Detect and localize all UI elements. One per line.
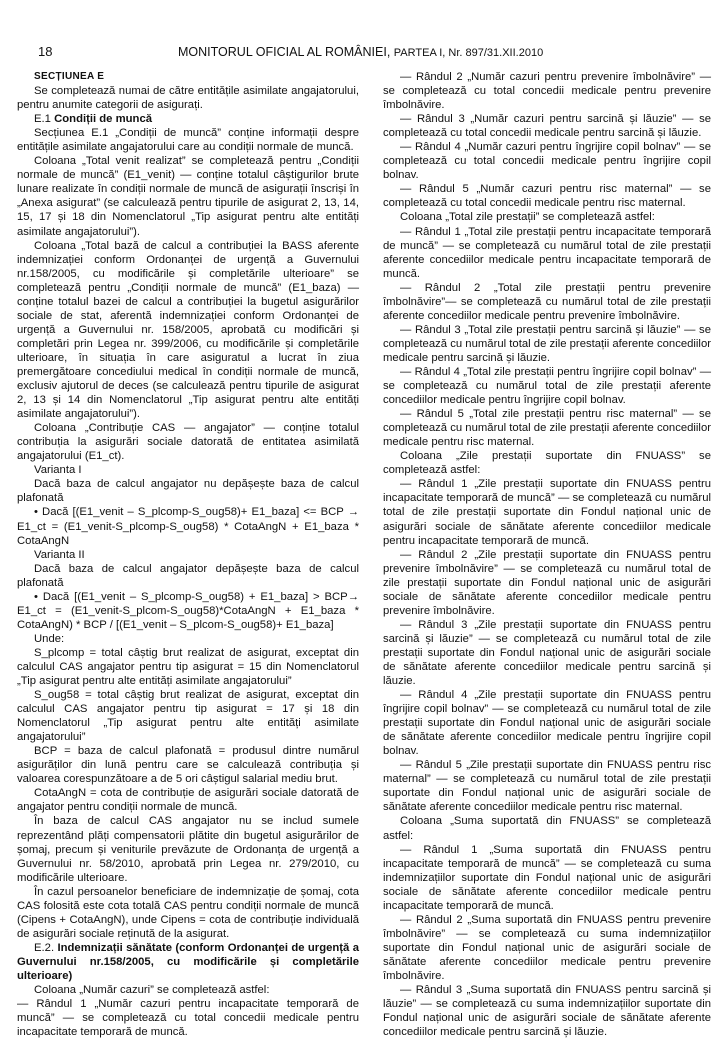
list-item: — Rândul 3 „Total zile prestații pentru sarcină și lăuzie” — se completează cu numărul total de zile prestații aferente concediilor medicale pentru sarcină și lăuzie.	[383, 323, 711, 364]
page-number: 18	[38, 44, 53, 59]
paragraph: Dacă baza de calcul angajator nu depășește baza de calcul plafonată	[17, 478, 359, 505]
list-item: — Rândul 5 „Total zile prestații pentru risc maternal” — se completează cu numărul total de zile prestații aferente concediilor medicale pentru risc maternal.	[383, 408, 711, 449]
list-item: — Rândul 4 „Total zile prestații pentru îngrijire copil bolnav” — se completează cu numărul total de zile prestații aferente concediilor medicale pentru îngrijire copil bolnav.	[383, 365, 711, 407]
formula: • Dacă [(E1_venit – S_plcomp-S_oug58) + E1_baza] > BCP→ E1_ct = (E1_venit-S_plcom-S_oug58)*CotaAngN + E1_baza * CotaAngN) * BCP / [(E1_venit – S_plcom-S_oug58)+ E1_baza]	[17, 590, 359, 631]
list-item: — Rândul 1 „Număr cazuri pentru incapacitate temporară de muncă” — se completează cu total concedii medicale pentru incapacitate temporară de muncă.	[17, 998, 359, 1039]
list-item: — Rândul 4 „Zile prestații suportate din FNUASS pentru îngrijire copil bolnav” — se completează cu numărul total de zile prestații suportate din Fondul național unic de asigurări sociale de sănătate aferente concediilor medicale pentru îngrijire copil bolnav.	[383, 689, 711, 758]
paragraph: Coloana „Total bază de calcul a contribuției la BASS aferente indemnizației conform Ordonanței de urgență a Guvernului nr.158/2005, cu modificările și completările ulterioare” se completează pentru „Condiții normale de muncă” (E1_baza) — conține totalul bazei de calcul a contribuției la bugetul asigurărilor sociale de stat, aferentă indemnizației conform Ordonanței de urgență a Guvernului nr. 158/2005, aprobată cu modificări și completări prin Legea nr. 399/2006, cu modificările și completările ulterioare, în situația în care asiguratul a lucrat în ziua premergătoare concediului medical în condiții normale de muncă, exclusiv ajutorul de deces (se calculează pentru tipurile de asigurat 2, 13 și 14 din Nomenclatorul „Tip asigurat pentru alte entități asimilate angajatorului”).	[17, 239, 359, 421]
page-header	[0, 44, 728, 62]
paragraph: Secțiunea E.1 „Condiții de muncă” conține informații despre entitățile asimilate angajatorului care au condiții normale de muncă.	[17, 127, 359, 154]
paragraph: Coloana „Suma suportată din FNUASS” se completează astfel:	[383, 815, 711, 842]
right-column	[383, 70, 711, 1039]
definition: BCP = baza de calcul plafonată = produsul dintre numărul asigurăților din lună pentru care se calculează contribuția și valoarea corespunzătoare a de 5 ori câștigul salarial mediu brut.	[17, 745, 359, 786]
list-item: — Rândul 2 „Număr cazuri pentru prevenire îmbolnăvire” — se completează cu total concedii medicale pentru prevenire îmbolnăvire.	[383, 71, 711, 112]
list-item: — Rândul 3 „Zile prestații suportate din FNUASS pentru sarcină și lăuzie” — se completează cu numărul total de zile prestații suportate din Fondul național unic de asigurări sociale de sănătate aferente concediilor medicale pentru sarcină și lăuzie.	[383, 618, 711, 688]
paragraph: Coloana „Total zile prestații” se completează astfel:	[400, 211, 655, 224]
subsection-heading-e2	[17, 941, 359, 983]
list-item: — Rândul 1 „Zile prestații suportate din FNUASS pentru incapacitate temporară de muncă” — se completează cu numărul total de zile prestații suportate din Fondul național unic de asigurări sociale de sănătate aferente concediilor medicale pentru incapacitate temporară de muncă.	[383, 478, 711, 547]
paragraph: Se completează numai de către entitățile asimilate angajatorului, pentru anumite categorii de asigurați.	[17, 85, 359, 112]
definition: S_plcomp = total câștig brut realizat de asigurat, exceptat din calculul CAS angajator pentru tip asigurat = 15 din Nomenclatorul „Tip asigurat pentru alte entități asimilate angajatorului”	[17, 646, 359, 688]
variant-label: Varianta I	[34, 464, 82, 477]
list-item: — Rândul 5 „Număr cazuri pentru risc maternal” — se completează cu total concedii medicale pentru risc maternal.	[383, 183, 711, 210]
subsection-title: Indemnizații sănătate (conform Ordonanței de urgență a Guvernului nr.158/2005, cu modificările și completările ulterioare)	[17, 941, 359, 982]
list-item: — Rândul 3 „Suma suportată din FNUASS pentru sarcină și lăuzie” — se completează cu suma indemnizațiilor suportate din Fondul național unic de asigurări sociale de sănătate aferente concediilor medicale pentru sarcină și lăuzie.	[383, 984, 711, 1039]
where-label: Unde:	[34, 632, 65, 645]
paragraph: În baza de calcul CAS angajator nu se includ sumele reprezentând plăți compensatorii plătite din bugetul asigurărilor de șomaj, precum și veniturile prevăzute de Ordonanța de urgență a Guvernului nr. 58/2010, aprobată prin Legea nr. 279/2010, cu modificările ulterioare.	[17, 815, 359, 884]
journal-issue: PARTEA I, Nr. 897/31.XII.2010	[393, 47, 544, 59]
subsection-number: E.1	[34, 113, 55, 126]
journal-name: MONITORUL OFICIAL AL ROMÂNIEI,	[178, 45, 394, 59]
list-item: — Rândul 2 „Zile prestații suportate din FNUASS pentru prevenire îmbolnăvire” — se completează cu numărul total de zile prestații suportate din Fondul național unic de asigurări sociale de sănătate aferente concediilor medicale pentru prevenire îmbolnăvire.	[383, 548, 711, 617]
variant-label: Varianta II	[34, 548, 85, 561]
section-title: SECȚIUNEA E	[34, 71, 105, 82]
list-item: — Rândul 2 „Total zile prestații pentru prevenire îmbolnăvire”— se completează cu numărul total de zile prestații aferente concediilor medicale pentru prevenire îmbolnăvire.	[383, 281, 711, 322]
list-item: — Rândul 4 „Număr cazuri pentru îngrijire copil bolnav” — se completează cu total concedii medicale pentru îngrijire copil bolnav.	[383, 141, 711, 182]
list-item: — Rândul 2 „Suma suportată din FNUASS pentru prevenire îmbolnăvire” — se completează cu suma indemnizațiilor suportate din Fondul național unic de asigurări sociale de sănătate aferente concediilor medicale pentru prevenire îmbolnăvire.	[383, 913, 711, 982]
left-column	[17, 70, 359, 1039]
paragraph: Dacă baza de calcul angajator depășește baza de calcul plafonată	[17, 562, 359, 589]
paragraph: Coloana „Contribuție CAS — angajator” — conține totalul contribuția la asigurări sociale datorată de entitatea asimilată angajatorului (E1_ct).	[17, 422, 359, 463]
subsection-number: E.2.	[34, 941, 58, 954]
journal-title	[178, 45, 543, 59]
paragraph: În cazul persoanelor beneficiare de indemnizație de șomaj, cota CAS folosită este cota totală CAS pentru condiții normale de muncă (Cipens + CotaAngN), unde Cipens = cota de contribuție individuală de asigurări sociale reținută de la asigurat.	[17, 885, 359, 940]
list-item: — Rândul 1 „Total zile prestații pentru incapacitate temporară de muncă” — se completează cu numărul total de zile prestații aferente concediilor medicale pentru incapacitate temporară de muncă.	[383, 225, 711, 280]
formula: • Dacă [(E1_venit – S_plcomp-S_oug58)+ E1_baza] <= BCP → E1_ct = (E1_venit-S_plcomp-S_oug58) * CotaAngN + E1_baza * CotaAngN	[17, 506, 359, 547]
subsection-heading-e1	[17, 112, 359, 126]
paragraph: Coloana „Total venit realizat” se completează pentru „Condiții normale de muncă” (E1_venit) — conține totalul câștigurilor brute lunare realizate în condiții normale de muncă de asigurații înscriși în „Anexa asigurat” (se calculează pentru tipurile de asigurat 2, 13, 14, 15, 17 și 18 din Nomenclatorul „Tip asigurat pentru alte entități asimilate angajatorului”).	[17, 155, 359, 238]
list-item: — Rândul 1 „Suma suportată din FNUASS pentru incapacitate temporară de muncă” — se completează cu suma indemnizațiilor suportate din Fondul național unic de asigurări sociale de sănătate aferente concediilor medicale pentru incapacitate temporară de muncă.	[383, 843, 711, 912]
list-item: — Rândul 5 „Zile prestații suportate din FNUASS pentru risc maternal” — se completează cu numărul total de zile prestații suportate din Fondul național unic de asigurări sociale de sănătate aferente concediilor medicale pentru risc maternal.	[383, 759, 711, 814]
definition: CotaAngN = cota de contribuție de asigurări sociale datorată de angajator pentru condiții normale de muncă.	[17, 787, 359, 814]
paragraph: Coloana „Zile prestații suportate din FNUASS” se completează astfel:	[383, 450, 711, 477]
paragraph: Coloana „Număr cazuri” se completează astfel:	[34, 984, 270, 997]
list-item: — Rândul 3 „Număr cazuri pentru sarcină și lăuzie” — se completează cu total concedii medicale pentru sarcină și lăuzie.	[383, 113, 711, 140]
subsection-title: Condiții de muncă	[54, 113, 153, 126]
definition: S_oug58 = total câștig brut realizat de asigurat, exceptat din calculul CAS angajator pentru tip asigurat = 17 și 18 din Nomenclatorul „Tip asigurat pentru alte entități asimilate angajatorului”	[17, 689, 359, 744]
